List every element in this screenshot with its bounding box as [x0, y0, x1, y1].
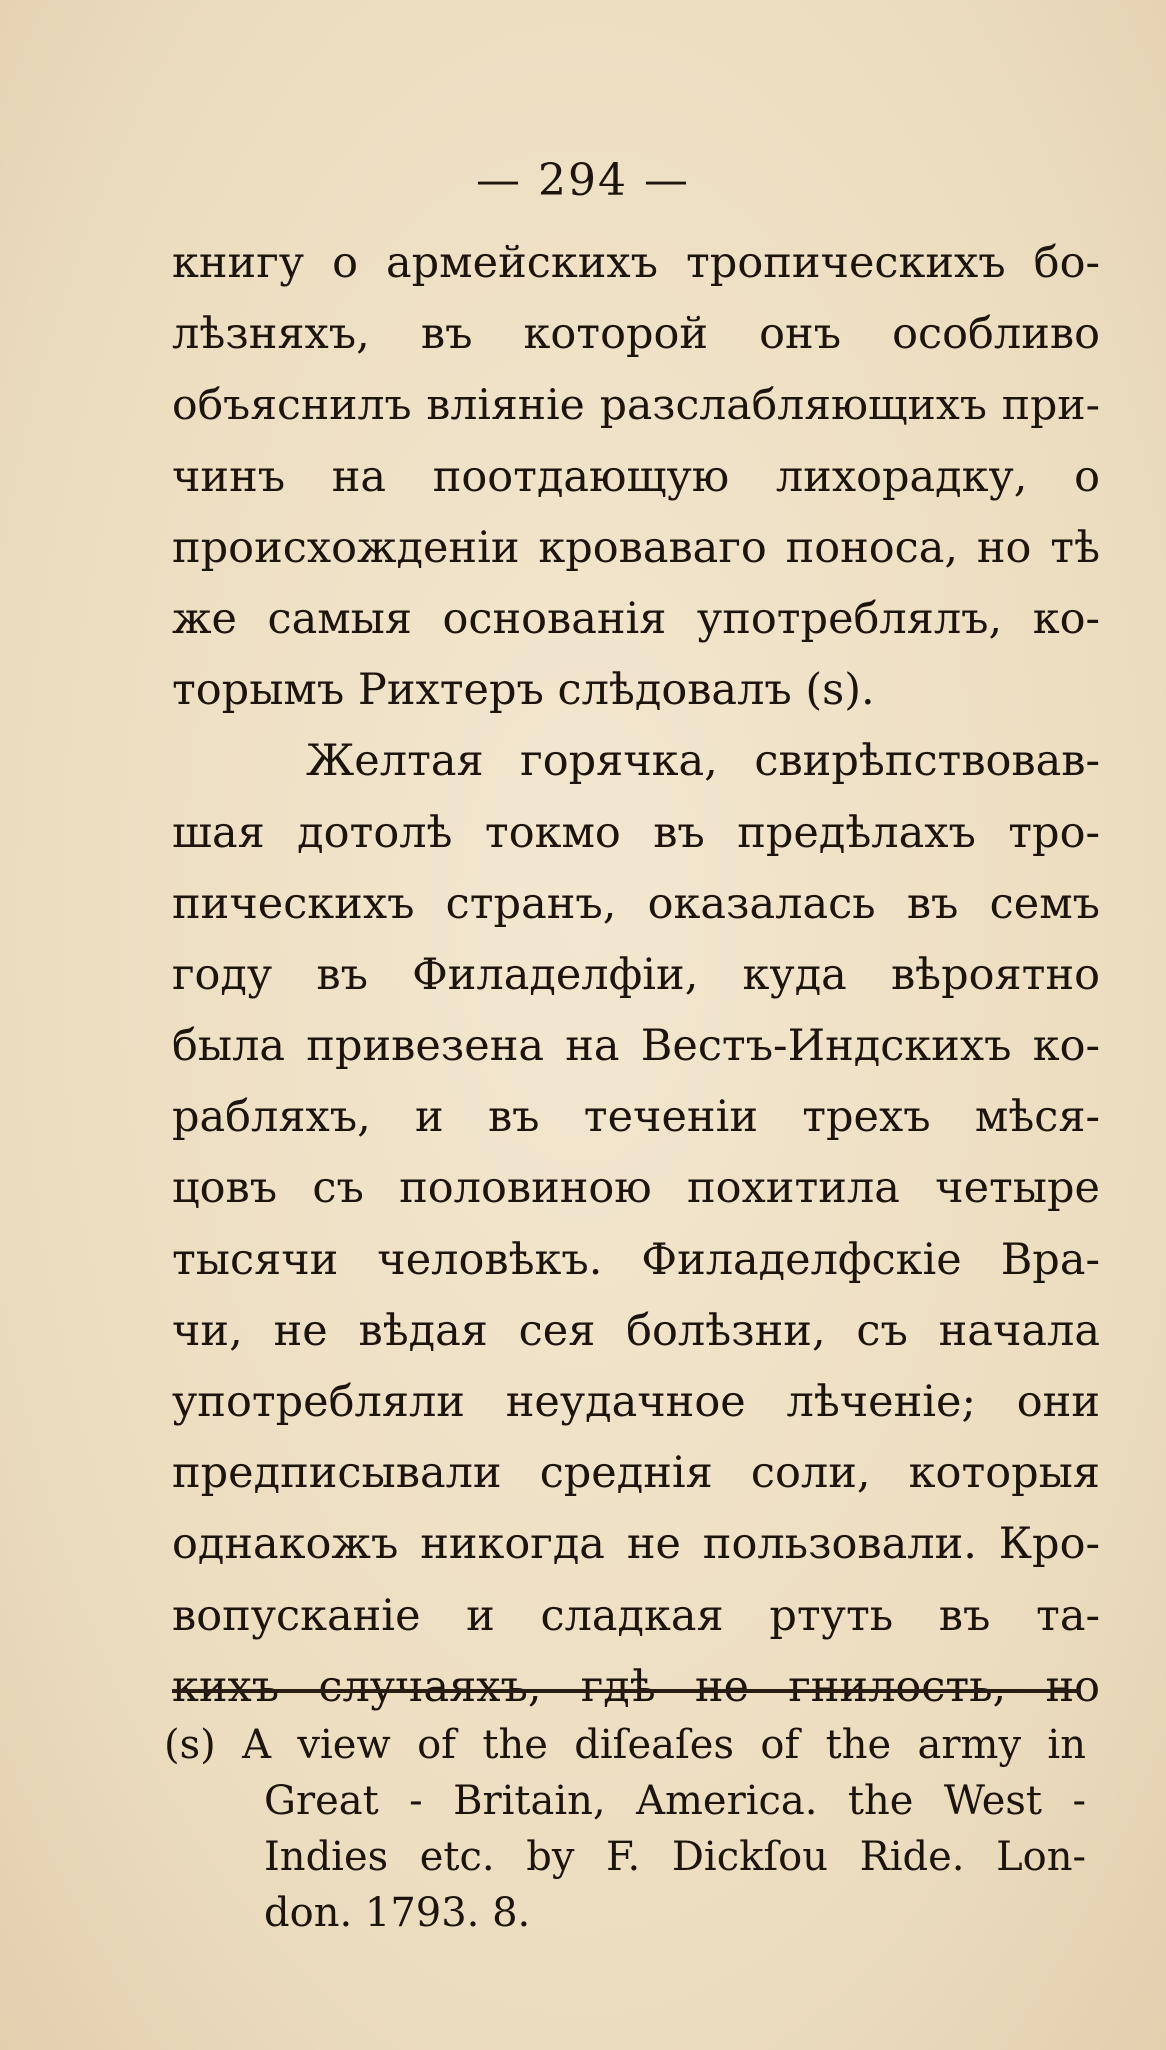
text-line: происхожденіи кроваваго поноса, но тѣ	[172, 522, 1100, 573]
text-line: торымъ Рихтеръ слѣдовалъ (s).	[172, 665, 875, 716]
text-line: чинъ на поотдающую лихорадку, о	[172, 451, 1100, 502]
text-line: употребляли неудачное лѣченіе; они	[172, 1377, 1100, 1427]
text-line: кихъ случаяхъ, гдѣ не гнилость, но	[172, 1661, 1100, 1712]
text-line: была привезена на Вестъ-Индскихъ ко-	[172, 1021, 1100, 1072]
text-line: чи, не вѣдая сея болѣзни, съ начала	[172, 1305, 1100, 1356]
text-line: предписывали среднія соли, которыя	[172, 1448, 1100, 1499]
text-line: же самыя основанія употреблялъ, ко-	[172, 593, 1100, 644]
text-line: пическихъ странъ, оказалась въ семъ	[172, 878, 1100, 929]
footnote-line: Indies etc. by F. Dickſou Ride. Lon-	[264, 1834, 1086, 1880]
footnote-line: Great - Britain, America. the West -	[264, 1778, 1086, 1824]
text-line: цовъ съ половиною похитила четыре	[172, 1163, 1100, 1214]
body-text	[172, 228, 1100, 1723]
text-line: объяснилъ вліяніе разслабляющихъ при-	[172, 381, 1100, 431]
text-line: однакожъ никогда не пользовали. Кро-	[172, 1519, 1100, 1570]
text-line: лѣзняхъ, въ которой онъ особливо	[172, 309, 1100, 360]
text-line: рабляхъ, и въ теченіи трехъ мѣся-	[172, 1092, 1100, 1143]
footnote-divider	[172, 1689, 1080, 1693]
text-line: вопусканіе и сладкая ртуть въ та-	[172, 1590, 1100, 1641]
text-line: году въ Филаделфіи, куда вѣроятно	[172, 949, 1100, 1000]
footnote-line: don. 1793. 8.	[264, 1890, 531, 1936]
text-line: шая дотолѣ токмо въ предѣлахъ тро-	[172, 807, 1100, 858]
text-line: тысячи человѣкъ. Филаделфскіе Вра-	[172, 1234, 1100, 1285]
footnote-line: (s) A view of the diſeaſes of the army in	[164, 1722, 1086, 1768]
page-number: — 294 —	[476, 155, 690, 206]
text-line: Желтая горячка, свирѣпствовав-	[306, 736, 1100, 787]
footnote	[164, 1717, 1086, 1941]
text-line: книгу о армейскихъ тропическихъ бо-	[172, 238, 1100, 288]
